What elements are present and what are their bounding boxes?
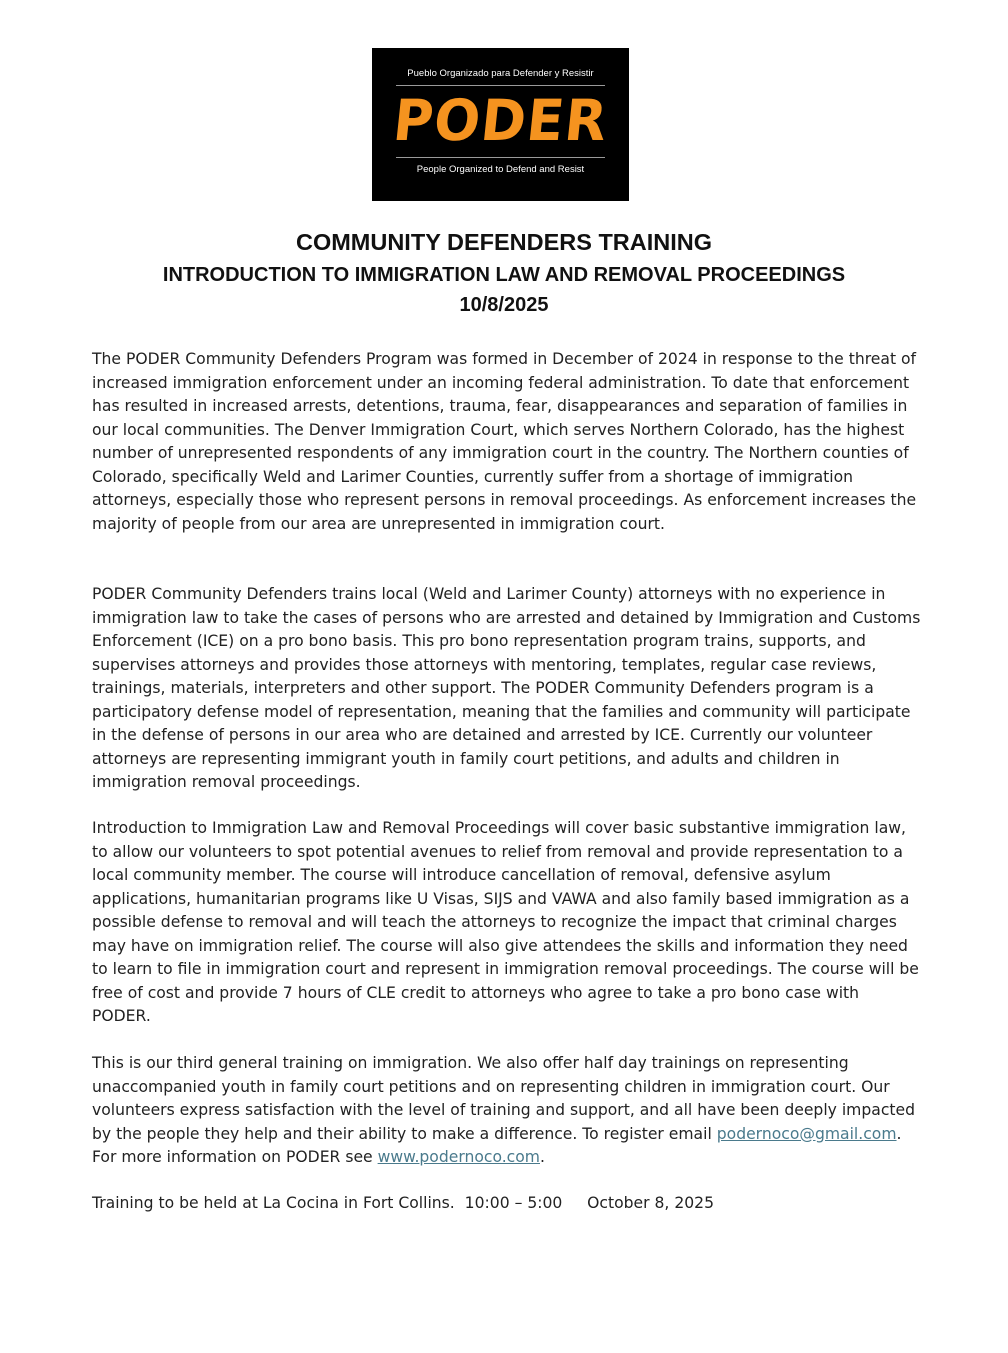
logo-wordmark: PODER	[390, 87, 611, 154]
logo-divider-bottom	[396, 157, 605, 158]
paragraph-program-description: PODER Community Defenders trains local (Weld and Larimer County) attorneys with no experience in immigration law to take the cases of persons who are arrested and detained by Immigration and Customs Enforcement (ICE) on a pro bono basis. This pro bono representation program trains, supports, and supervises attorneys and provides those attorneys with mentoring, templates, regular case reviews, trainings, materials, interpreters and other support. The PODER Community Defenders program is a participatory defense model of representation, meaning that the families and community will participate in the defense of persons in our area who are detained and arrested by ICE. Currently our volunteer attorneys are representing immigrant youth in family court petitions, and adults and children in immigration removal proceedings.	[92, 585, 921, 791]
paragraph-course-content: Introduction to Immigration Law and Removal Proceedings will cover basic substantive immigration law, to allow our volunteers to spot potential avenues to relief from removal and provide representation to a local community member. The course will introduce cancellation of removal, defensive asylum applications, humanitarian programs like U Visas, SIJS and VAWA and also family based immigration as a possible defense to removal and will teach the attorneys to recognize the impact that criminal charges may have on immigration relief. The course will also give attendees the skills and information they need to learn to file in immigration court and represent in immigration removal proceedings. The course will be free of cost and provide 7 hours of CLE credit to attorneys who agree to take a pro bono case with PODER.	[92, 819, 919, 1025]
document-subtitle: INTRODUCTION TO IMMIGRATION LAW AND REMOVAL PROCEEDINGS	[162, 264, 846, 286]
website-link[interactable]: www.podernoco.com	[377, 1148, 540, 1166]
document-title: COMMUNITY DEFENDERS TRAINING	[295, 229, 713, 255]
paragraph-registration	[92, 1052, 922, 1170]
logo-tagline-spanish: Pueblo Organizado para Defender y Resistir	[407, 68, 594, 79]
more-info-text: . For more information on PODER see	[92, 1124, 902, 1166]
paragraph-end: .	[540, 1148, 545, 1166]
paragraph-program-background: The PODER Community Defenders Program was formed in December of 2024 in response to the threat of increased immigration enforcement under an incoming federal administration. To date that enforcement has resulted in increased arrests, detentions, trauma, fear, disappearances and separation of families in our local communities. The Denver Immigration Court, which serves Northern Colorado, has the highest number of unrepresented respondents of any immigration court in the country. The Northern counties of Colorado, specifically Weld and Larimer Counties, currently suffer from a shortage of immigration attorneys, especially those who represent persons in removal proceedings. As enforcement increases the majority of people from our area are unrepresented in immigration court.	[92, 350, 917, 533]
poder-logo	[372, 48, 629, 201]
register-email-link[interactable]: podernoco@gmail.com	[716, 1124, 897, 1143]
training-location-time: Training to be held at La Cocina in Fort Collins. 10:00 – 5:00 October 8, 2025	[92, 1194, 715, 1212]
registration-text: This is our third general training on immigration. We also offer half day trainings on representing unaccompanied youth in family court petitions and on representing children in immigration court. Our volunteers express satisfaction with the level of training and support, and all have been deeply impacted by the people they help and their ability to make a difference. To register email	[92, 1054, 916, 1143]
logo-tagline-english: People Organized to Defend and Resist	[416, 164, 585, 175]
logo-divider-top	[396, 85, 605, 86]
document-date: 10/8/2025	[459, 294, 549, 316]
